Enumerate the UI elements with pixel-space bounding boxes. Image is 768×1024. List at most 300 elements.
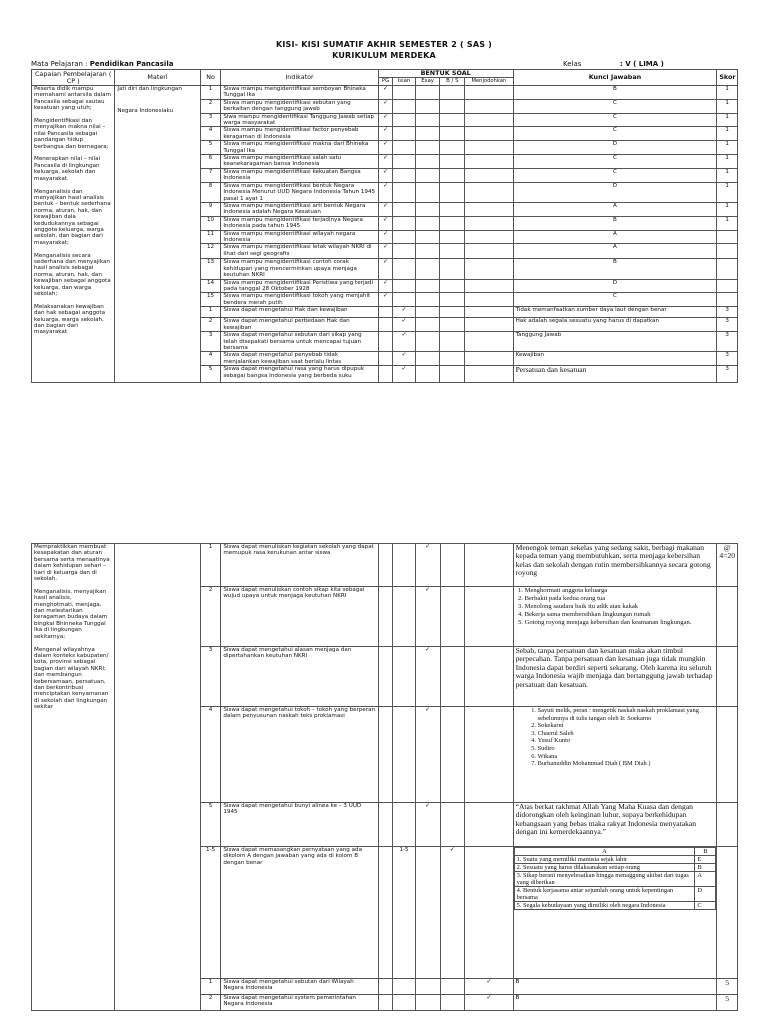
bs-cell [440,293,465,307]
row-no: 4 [200,352,221,366]
menjodohkan-check: ✓ [465,979,513,995]
isian-cell [393,995,416,1011]
bs-cell [440,332,465,352]
esay-cell [415,307,440,318]
menjodohkan-cell [465,279,513,293]
menjodohkan-cell [465,168,513,182]
isian-check [393,86,416,100]
pg-check: ✓ [378,182,392,202]
pg-check: ✓ [378,127,392,141]
col-bs: B / S [440,78,465,86]
bs-check [440,587,465,647]
bs-cell [440,244,465,259]
row-skor: 1 [717,168,738,182]
row-no: 5 [200,141,221,155]
menjodohkan-cell [465,318,513,332]
row-kunci: C [513,127,717,141]
answer-list-item: 4. Yusuf Kunto [538,737,715,745]
matching-answer: A [695,872,716,887]
row-no: 9 [200,202,221,216]
row-kunci: B [513,995,717,1011]
row-skor: 1 [717,155,738,169]
matching-statement-text: Bentuk kerjasama antar sejumlah orang untuk kepentingan bersama [516,887,674,901]
bs-cell [440,230,465,244]
row-indikator: Siswa mampu mengidentifikasi sebutan yang berkaitan dengan tanggung jawab [221,99,378,113]
isian-check [393,155,416,169]
esay-cell [415,332,440,352]
isian-check: ✓ [393,318,416,332]
answer-list-item: 4. Bekerja sama membersihkan lingkungan rumah [525,611,715,619]
esay-check: ✓ [415,587,440,647]
row-no: 2 [200,587,221,647]
subject-label: Mata Pelajaran : [31,60,88,68]
matching-statement-text: Sesuatu yang harus dilaksanakan setiap orang [522,864,640,871]
bs-cell [440,216,465,230]
esay-cell [415,259,440,279]
pg-cell [378,707,392,803]
menjodohkan-cell [465,216,513,230]
row-skor [717,293,738,307]
bs-cell [440,259,465,279]
row-skor: 1 [717,113,738,127]
bs-check [440,995,465,1011]
matching-answer: C [695,902,716,910]
bs-cell [440,113,465,127]
menjodohkan-cell [465,366,513,383]
col-kunci: Kunci Jawaban [513,70,717,86]
kisi-table-1 [31,69,738,383]
isian-cell [393,544,416,587]
row-kunci: C [513,155,717,169]
answer-list-item: 3. Menolong saudara baik itu adik atau kakak [525,603,715,611]
matching-number: 1. [516,856,523,863]
col-menjodohkan: Menjodohkan [465,78,513,86]
menjodohkan-cell [465,259,513,279]
esay-cell [415,113,440,127]
bs-cell [440,127,465,141]
row-kunci: A [513,230,717,244]
matching-row [514,887,716,902]
matching-statement [514,864,695,872]
esay-cell [415,99,440,113]
col-skor: Skor [717,70,738,86]
row-skor: 1 [717,182,738,202]
row-kunci: Menengok teman sekelas yang sedang sakit, berbagi makanan kepada teman yang membutuhkan, serta menjaga kebersihan kelas dan sekolah dengan rutin membersihkannya secara gotong royong [513,544,717,587]
row-kunci: “Atas berkat rakhmat Allah Yang Maha Kuasa dan dengan didorongkan oleh keinginan luhur, supaya berkehidupan kebangsaan yang bebas maka rakyat Indonesia menyatakan dengan ini kemerdekaannya.” [513,803,717,847]
matching-row [514,872,716,887]
pg-check: ✓ [378,216,392,230]
menjodohkan-check [465,647,513,707]
esay-cell [415,230,440,244]
esay-check: ✓ [415,707,440,803]
menjodohkan-check [465,847,513,979]
row-indikator: Siswa dapat mengetahui tokoh – tokoh yang berperan dalam penyusunan naskah teks proklamasi [221,707,378,803]
row-indikator: Siswa dapat mengetahui system pemerintahan Negara Indonesia [221,995,378,1011]
row-no: 3 [200,113,221,127]
menjodohkan-cell [465,202,513,216]
row-kunci: C [513,168,717,182]
row-no: 10 [200,216,221,230]
row-indikator: Siswa dapat mengetahui perbedaan Hak dan kewajiban [221,318,378,332]
esay-cell [415,244,440,259]
matching-statement [514,902,695,910]
row-skor: 5 [717,979,738,995]
pg-check [378,366,392,383]
pg-check: ✓ [378,168,392,182]
menjodohkan-cell [465,113,513,127]
row-skor [717,587,738,647]
row-kunci: Hak adalah segala sesuatu yang harus di dapatkan [513,318,717,332]
menjodohkan-check [465,587,513,647]
row-no: 3 [200,332,221,352]
subject-value: Pendidikan Pancasila [89,60,174,68]
pg-check [378,352,392,366]
menjodohkan-cell [465,293,513,307]
pg-cell [378,979,392,995]
row-indikator: Siswa mampu mengidentifikasi makna dari Bhineka Tunggal Ika [221,141,378,155]
row-skor: 3 [717,366,738,383]
row-skor [717,707,738,803]
matching-header [514,848,716,856]
menjodohkan-cell [465,332,513,352]
matching-statement [514,856,695,864]
row-skor [717,259,738,279]
pg-check: ✓ [378,293,392,307]
row-skor: 3 [717,307,738,318]
row-kunci: A [513,202,717,216]
row-no: 4 [200,127,221,141]
esay-cell [415,293,440,307]
row-kunci: C [513,99,717,113]
row-skor: 1 [717,99,738,113]
matching-answer: E [695,856,716,864]
esay-cell [415,318,440,332]
matching-statement [514,887,695,902]
bs-cell [440,202,465,216]
row-skor [717,230,738,244]
isian-check: ✓ [393,352,416,366]
isian-check [393,259,416,279]
matching-statement-text: Suatu yang memiliki manusia sejak lahir [522,856,628,863]
matching-answer: B [695,864,716,872]
esay-cell [415,352,440,366]
answer-list-item: 5. Gotong royong menjaga kebersihan dan keamanan lingkungan. [525,619,715,627]
pg-check: ✓ [378,155,392,169]
esay-cell [415,366,440,383]
matching-row [514,864,716,872]
row-skor [717,803,738,847]
answer-list-item: 5. Sudiro [538,745,715,753]
esay-check [415,979,440,995]
materi-cell [115,544,200,1011]
esay-cell [415,155,440,169]
class-label: Kelas [563,60,582,68]
bs-cell [440,318,465,332]
row-no: 15 [200,293,221,307]
esay-check: ✓ [415,544,440,587]
row-kunci: Persatuan dan kesatuan [513,366,717,383]
col-no: No [200,70,221,86]
pg-check: ✓ [378,99,392,113]
row-skor: 5 [717,995,738,1011]
row-kunci: D [513,182,717,202]
row-no: 5 [200,366,221,383]
pg-check [378,332,392,352]
bs-check [440,647,465,707]
row-kunci: B [513,259,717,279]
esay-check [415,995,440,1011]
esay-cell [415,279,440,293]
pg-check: ✓ [378,244,392,259]
row-indikator: Siswa mampu mengidentifikasi wilayah negara Indonesia [221,230,378,244]
row-skor: 1 [717,141,738,155]
esay-check: ✓ [415,647,440,707]
row-indikator: Siswa dapat mengetahui sebutan dari sikap yang telah disepakati bersama untuk mencapai tujuan bersama [221,332,378,352]
row-no: 1 [200,979,221,995]
row-kunci [513,587,717,647]
matching-head-a: A [514,848,695,856]
menjodohkan-cell [465,141,513,155]
col-pg: PG [378,78,392,86]
bs-cell [440,86,465,100]
bs-check [440,803,465,847]
isian-cell [393,707,416,803]
pg-cell [378,803,392,847]
cp-text: Mempraktikkan membuat kesepakatan dan aturan bersama serta menaatinya dalam kehidupan sehari – hari di keluarga dan di sekolah. Menganalisis, menyajikan hasil analisis, menghotmati, menjaga, dan melestarikan keragaman budaya dalam bingkai Bhinneka Tunggal Ika di lingkungan sekitarnya; Mengenal wilayahnya dalam konteks kabupaten/ kota, provinsi sebagai bagian dari wilayah NKRI; dan membangun kebersamaan, persatuan, dan berkontribusi menciptakan kenyamanan di sekolah dan lingkungan sekitar [32,544,115,1011]
row-kunci: B [513,979,717,995]
col-indikator: Indikator [221,70,378,86]
menjodohkan-check [465,544,513,587]
esay-check: ✓ [415,803,440,847]
col-cp: Capaian Pembelajaran ( CP ) [32,70,115,86]
matching-number: 4. [516,887,523,894]
matching-table [514,847,717,910]
table-row [32,544,738,587]
row-indikator: Siswa dapat mengetahui rasa yang harus dipupuk sebagai bangsa Indonesia yang berbeda suku [221,366,378,383]
bs-cell [440,182,465,202]
row-kunci [513,847,717,979]
row-indikator: Siswa mampu mengidentifikasi semboyan Bhineka Tunggal Ika [221,86,378,100]
materi-2: Negara Indonesiaku [117,108,174,115]
esay-cell [415,86,440,100]
row-no: 2 [200,318,221,332]
row-kunci: C [513,113,717,127]
row-no: 11 [200,230,221,244]
isian-check [393,216,416,230]
bs-check [440,979,465,995]
kisi-table-2 [31,543,738,1011]
row-skor: 3 [717,318,738,332]
row-indikator: Siswa mampu mengidentifikasi factor penyebab keragaman di Indonesia [221,127,378,141]
isian-cell [393,803,416,847]
row-no: 8 [200,182,221,202]
row-no: 2 [200,99,221,113]
row-kunci: C [513,293,717,307]
row-indikator: Siswa dapat menuliskan kegiatan sekolah yang dapat memupuk rasa kerukunan antar siswa [221,544,378,587]
row-skor [717,279,738,293]
row-indikator: Siswa mampu mengidentifikasi arti bentuk Negara Indonesia adalah Negara Kesatuan [221,202,378,216]
cp-text: Peserta didik mampu memahami antarsila dalam Pancasila sebagai sautau kesatuan yang utuh; Mengidentifikasi dan menyajikan makna nilai – nilai Pancasila sebagai pandangan hidup berbangsa dan bernegara; Menerapkan nilai – nilai Pancasila di lingkungan keluarga, sekolah dan masyarakat. Menganalisis dan menyajikan hasil analisis bentuk – bentuk sederhana norma, aturan, hak, dan kewajiban dala kedudukannya sebagai anggota keluarga, warga sekolah, dan bagian dari masyarakat; Menganalisis secara sederhana dan menyajikan hasil analisis sebagai norma, aturan, hak, dan kewajiban sebagai anggota keluarga, dan warga sekolah; Melaksanakan kewajiban dan hak sebagai anggota keluarga, warga sekolah, dan bagian dari masyarakat [32,86,115,383]
row-skor: @ 4=20 [717,544,738,587]
isian-cell [393,979,416,995]
matching-head-b: B [695,848,716,856]
matching-number: 2. [516,864,523,871]
row-indikator: Siswa mampu mengidentifikasi terjadinya Negara Indonesia pada tahun 1945 [221,216,378,230]
row-skor: 1 [717,86,738,100]
row-no: 4 [200,707,221,803]
row-no: 3 [200,647,221,707]
matching-statement-text: Sikap berani menyelesaikan hingga menaggung akibat dari tugas yang diberikan [516,872,689,886]
menjodohkan-check: ✓ [465,995,513,1011]
row-skor: 3 [717,352,738,366]
matching-number: 5. [516,902,523,909]
bs-cell [440,279,465,293]
row-no: 5 [200,803,221,847]
pg-cell [378,995,392,1011]
row-indikator: Siswa mampu mengidentifikasi salah satu keanekaragaman bansa Indonesia [221,155,378,169]
row-no: 1 [200,86,221,100]
isian-check [393,182,416,202]
row-skor: 1 [717,202,738,216]
pg-check [378,318,392,332]
row-indikator: Siswa dapat mengetahui penyebab tidak menjalankan kewajiban saat berlalu lintas [221,352,378,366]
menjodohkan-check [465,803,513,847]
esay-cell [415,127,440,141]
row-no: 2 [200,995,221,1011]
answer-list-item: 3. Chaerul Saleh [538,730,715,738]
pg-check: ✓ [378,202,392,216]
menjodohkan-cell [465,230,513,244]
bs-cell [440,155,465,169]
matching-number: 3. [516,872,523,879]
materi-cell [115,86,200,383]
col-esay: Esay [415,78,440,86]
isian-check [393,141,416,155]
pg-check [378,307,392,318]
isian-check: ✓ [393,366,416,383]
answer-list-item: 2. Berbakti pada kedua orang tua [525,595,715,603]
pg-check: ✓ [378,113,392,127]
bs-cell [440,307,465,318]
isian-check: ✓ [393,307,416,318]
answer-list-item: 1. Menghormati anggota keluarga [525,587,715,595]
bs-check [440,707,465,803]
document-title: KISI- KISI SUMATIF AKHIR SEMESTER 2 ( SAS ) [275,40,493,49]
pg-check: ✓ [378,86,392,100]
row-skor: 3 [717,332,738,352]
row-no: 12 [200,244,221,259]
row-indikator: Siswa dapat mengetahui Hak dan kewajiban [221,307,378,318]
matching-statement [514,872,695,887]
row-kunci: D [513,141,717,155]
matching-row [514,902,716,910]
pg-check: ✓ [378,279,392,293]
row-indikator: Siswa dapat memasangkan pernyataan yang ada dikolom A dengan jawaban yang ada di kolom B dengan benar [221,847,378,979]
bs-cell [440,352,465,366]
menjodohkan-cell [465,155,513,169]
matching-statement-text: Segala kebudayaan yang dimiliki oleh negara Indonesia [522,902,666,909]
esay-check [415,847,440,979]
row-no: 6 [200,155,221,169]
row-indikator: Siswa dapat menuliskan contoh sikap kita sebagai wujud upaya untuk menjaga keutuhan NKRI [221,587,378,647]
subject-line [31,60,173,68]
row-indikator: Siswa mampu mengidentifikasi contoh corak kehidupan yang mencerminkan upaya menjaga keutuhan NKRI [221,259,378,279]
answer-list-item: 2. Sokekarni [538,722,715,730]
isian-check [393,230,416,244]
isian-check [393,279,416,293]
isian-check [393,244,416,259]
row-no: 1-5 [200,847,221,979]
menjodohkan-cell [465,307,513,318]
esay-cell [415,216,440,230]
isian-check [393,99,416,113]
row-skor [717,647,738,707]
menjodohkan-cell [465,99,513,113]
row-no: 1 [200,544,221,587]
row-kunci: B [513,86,717,100]
pg-cell [378,647,392,707]
isian-check [393,113,416,127]
bs-cell [440,141,465,155]
pg-check: ✓ [378,230,392,244]
row-skor [717,847,738,979]
answer-list-item: 1. Sayuti melik, peran : mengetik naskah naskah proklamasi yang sebelumnya di tulis tangan oleh Ir. Soekarno [538,707,715,722]
row-indikator: Siswa dapat mengetahui bunyi alinea ke – 3 UUD 1945 [221,803,378,847]
row-indikator: Siwa mampu mengidentifikasi Tanggung Jawab setiap warga masyarakat [221,113,378,127]
col-materi: Materi [115,70,200,86]
menjodohkan-cell [465,244,513,259]
row-kunci: Sebab, tanpa persatuan dan kesatuan maka akan timbul perpecahan. Tanpa persatuan dan kesatuan juga tidak mungkin Indonesia dapat berdiri seperti sekarang. Oleh karena itu seluruh warga Indonesia wajib menjaga dan bertanggung jawab terhadap persatuan dan kesatuan. [513,647,717,707]
row-indikator: Siswa mampu mengidentifikasi tokoh yang menjahit bendera merah putih [221,293,378,307]
isian-cell [393,647,416,707]
menjodohkan-cell [465,127,513,141]
row-indikator: Siswa dapat mengetahui sebutan dari Wilayah Negara Indonesia [221,979,378,995]
esay-cell [415,141,440,155]
row-no: 1 [200,307,221,318]
col-bentuk-soal: BENTUK SOAL [378,70,513,78]
isian-check [393,168,416,182]
row-indikator: Siswa mampu mengidentifikasi letak wilayah NKRI di lihat dari segi geografis [221,244,378,259]
bs-cell [440,168,465,182]
esay-cell [415,182,440,202]
row-skor: 1 [717,216,738,230]
row-indikator: Siswa mampu mengidentifikasi kekuatan Bangsa Indonesia [221,168,378,182]
col-isian: Isian [393,78,416,86]
isian-check [393,202,416,216]
pg-check: ✓ [378,141,392,155]
row-indikator: Siswa mampu mengidentifikasi Peristiwa yang terjadi pada tanggal 28 Oktober 1928 [221,279,378,293]
esay-cell [415,202,440,216]
isian-cell: 1-5 [393,847,416,979]
pg-cell [378,847,392,979]
row-no: 7 [200,168,221,182]
matching-answer: D [695,887,716,902]
menjodohkan-check [465,707,513,803]
row-kunci: Tanggung Jawab [513,332,717,352]
bs-check: ✓ [440,847,465,979]
row-kunci [513,707,717,803]
isian-check: ✓ [393,332,416,352]
row-kunci: D [513,279,717,293]
row-kunci: A [513,244,717,259]
document-subtitle: KURIKULUM MERDEKA [332,51,436,60]
answer-list [516,587,715,627]
row-kunci: Kewajiban [513,352,717,366]
materi-1: Jati diri dan lingkungan [117,86,182,92]
isian-check [393,127,416,141]
answer-list [516,707,715,768]
answer-list-item: 7. Burhanuddin Mohammad Diah ( BM Diah ) [538,760,715,768]
